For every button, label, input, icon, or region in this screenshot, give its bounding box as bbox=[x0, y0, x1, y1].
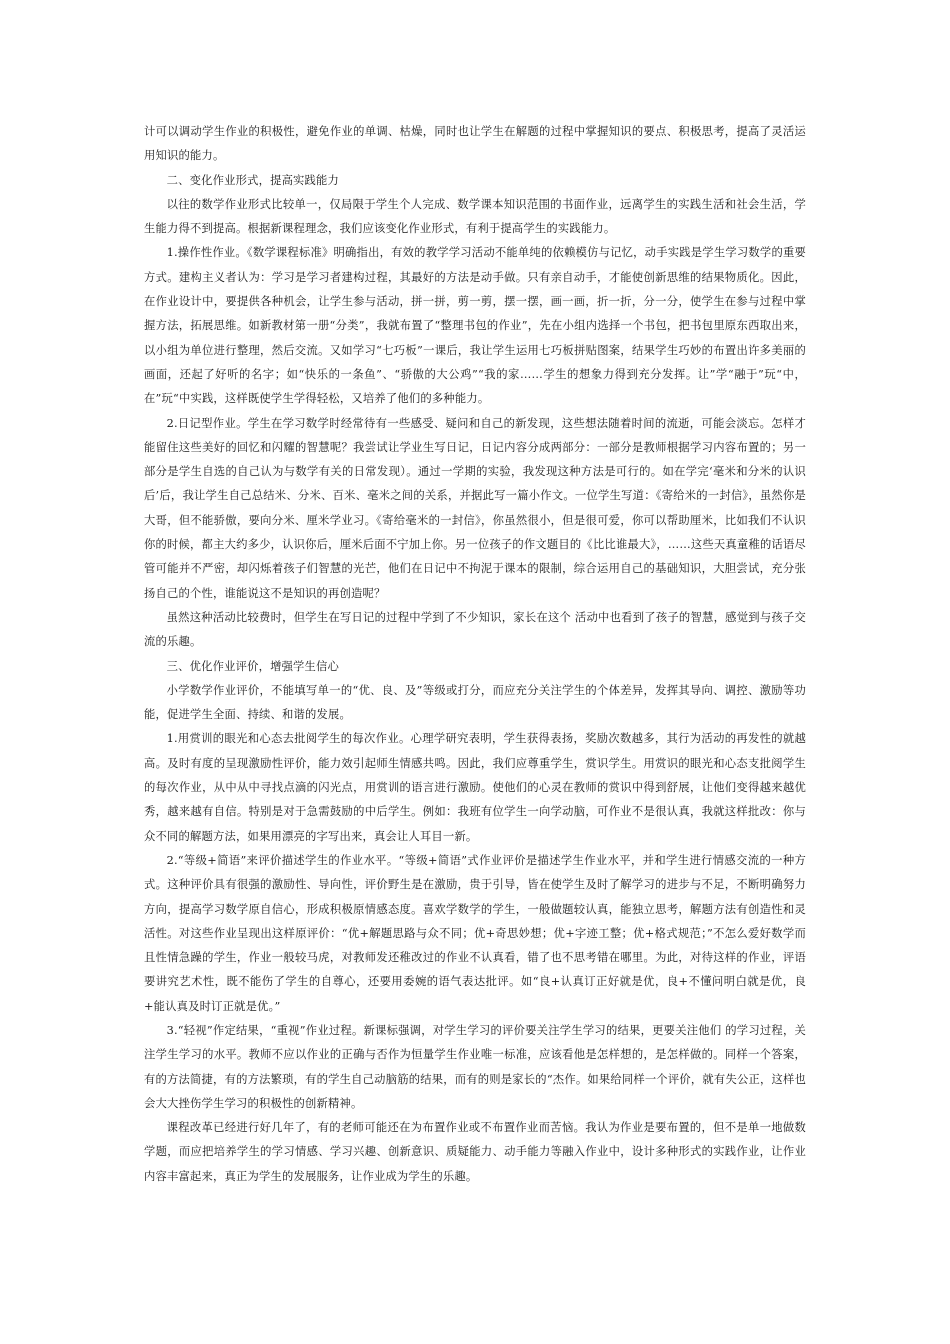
paragraph: 3.“轻视”作定结果，“重视”作业过程。新课标强调，对学生学习的评价要关注学生学习的结果，更要关注他们 的学习过程，关注学生学习的水平。教师不应以作业的正确与否作为恒量学生作业唯一标准，应该看他是怎样想的，是怎样做的。同样一个答案，有的方法简捷，有的方法繁琐，有的学生自己动脑筋的结果，而有的则是家长的“杰作。如果给同样一个评价，就有失公正，这样也会大大挫伤学生学习的积极性的创新精神。 bbox=[144, 1023, 806, 1110]
paragraph: 2.日记型作业。学生在学习数学时经常待有一些感受、疑问和自己的新发现，这些想法随着时间的流逝，可能会淡忘。怎样才能留住这些美好的回忆和闪耀的智慧呢？我尝试让学业生写日记，日记内容分成两部分：一部分是教师根据学习内容布置的；另一部分是学生自选的自己认为与数学有关的日常发现）。通过一学期的实验，我发现这种方法是可行的。如在学完‘毫米和分米的认识后’后，我让学生自己总结米、分米、百米、毫米之间的关系，并据此写一篇小作文。一位学生写道：《寄给米的一封信》，虽然你是大哥，但不能骄傲，要向分米、厘米学业习。《寄给毫米的一封信》，你虽然很小，但是很可爱，你可以帮助厘米，比如我们不认识你的时候，都主大约多少，认识你后，厘米后面不宁加上你。另一位孩子的作文题目的《比比谁最大》，……这些天真童稚的话语尽管可能并不严密，却闪烁着孩子们智慧的光芒，他们在日记中不拘泥于课本的限制，综合运用自己的基础知识，大胆尝试，充分张扬自己的个性，谁能说这不是知识的再创造呢？ bbox=[144, 416, 806, 600]
document-body bbox=[144, 120, 806, 1189]
section-heading-2: 二、变化作业形式，提高实践能力 bbox=[166, 173, 340, 187]
paragraph: 1.操作性作业。《数学课程标准》明确指出，有效的教学学习活动不能单纯的依赖模仿与记忆，动手实践是学生学习数学的重要方式。建构主义者认为：学习是学习者建构过程，其最好的方法是动手做。只有亲自动手，才能使创新思维的结果物质化。因此，在作业设计中，要提供各种机会，让学生参与活动，拼一拼，剪一剪，摆一摆，画一画，折一折，分一分，使学生在参与过程中掌握方法，拓展思维。如新教材第一册“分类”，我就布置了“整理书包的作业”，先在小组内选择一个书包，把书包里原东西取出来，以小组为单位进行整理，然后交流。又如学习“七巧板”一课后，我让学生运用七巧板拼贴图案，结果学生巧妙的布置出许多美丽的画面，还起了好听的名字；如“快乐的一条鱼”、“骄傲的大公鸡”“我的家……学生的想象力得到充分发挥。让”学“融于”玩“中，在”玩“中实践，这样既使学生学得轻松，又培养了他们的多种能力。 bbox=[144, 246, 806, 406]
paragraph: 2.“等级+简语”来评价描述学生的作业水平。“等级+简语”式作业评价是描述学生作业水平，并和学生进行情感交流的一种方式。这种评价具有很强的激励性、导向性，评价野生是在激励，贵于引导，皆在使学生及时了解学习的进步与不足，不断明确努力方向，提高学习数学原自信心，形成积极原情感态度。喜欢学数学的学生，一般做题较认真，能独立思考，解题方法有创造性和灵活性。对这些作业呈现出这样原评价：“优+解题思路与众不同；优+奇思妙想；优+字迹工整；优+格式规范；”不怎么爱好数学而且性情急躁的学生，作业一般较马虎，对教师发还稚改过的作业不认真看，错了也不思考错在哪里。为此，对待这样的作业，评语要讲究艺术性，既不能伤了学生的自尊心，还要用委婉的语气表达批评。如“良+认真订正好就是优，良+不懂问明白就是优，良+能认真及时订正就是优。” bbox=[144, 853, 806, 1013]
paragraph: 课程改革已经进行好几年了，有的老师可能还在为布置作业或不布置作业而苦恼。我认为作业是要布置的，但不是单一地做数学题，而应把培养学生的学习情感、学习兴趣、创新意识、质疑能力、动手能力等融入作业中，设计多种形式的实践作业，让作业内容丰富起来，真正为学生的发展服务，让作业成为学生的乐趣。 bbox=[144, 1121, 806, 1183]
section-heading-3: 三、优化作业评价，增强学生信心 bbox=[166, 659, 340, 673]
paragraph: 虽然这种活动比较费时，但学生在写日记的过程中学到了不少知识，家长在这个 活动中也看到了孩子的智慧，感觉到与孩子交流的乐趣。 bbox=[144, 610, 806, 649]
paragraph: 1.用赏训的眼光和心态去批阅学生的每次作业。心理学研究表明，学生获得表扬，奖励次数越多，其行为活动的再发性的就越高。及时有度的呈现激励性评价，能力效引起师生情感共鸣。因此，我们应尊重学生，赏识学生。用赏识的眼光和心态支批阅学生的每次作业，从中从中寻找点滴的闪光点，用赏训的语言进行激励。使他们的心灵在教师的赏识中得到舒展，让他们变得越来越优秀，越来越有自信。特别是对于急需鼓励的中后学生。例如：我班有位学生一向学动脑，可作业不是很认真，我就这样批改：你与众不同的解题方法，如果用漂亮的字写出来，真会让人耳目一新。 bbox=[144, 732, 806, 843]
paragraph: 以往的数学作业形式比较单一，仅局限于学生个人完成、数学课本知识范围的书面作业，远离学生的实践生活和社会生活，学生能力得不到提高。根据新课程理念，我们应该变化作业形式，有利于提高学生的实践能力。 bbox=[144, 197, 806, 236]
paragraph: 小学数学作业评价，不能填写单一的“优、良、及”等级或打分，而应充分关注学生的个体差异，发挥其导向、调控、激励等功能，促进学生全面、持续、和谐的发展。 bbox=[144, 683, 806, 722]
paragraph-continuation: 计可以调动学生作业的积极性，避免作业的单调、枯燥，同时也让学生在解题的过程中掌握知识的要点、积极思考，提高了灵活运用知识的能力。 bbox=[144, 125, 806, 163]
